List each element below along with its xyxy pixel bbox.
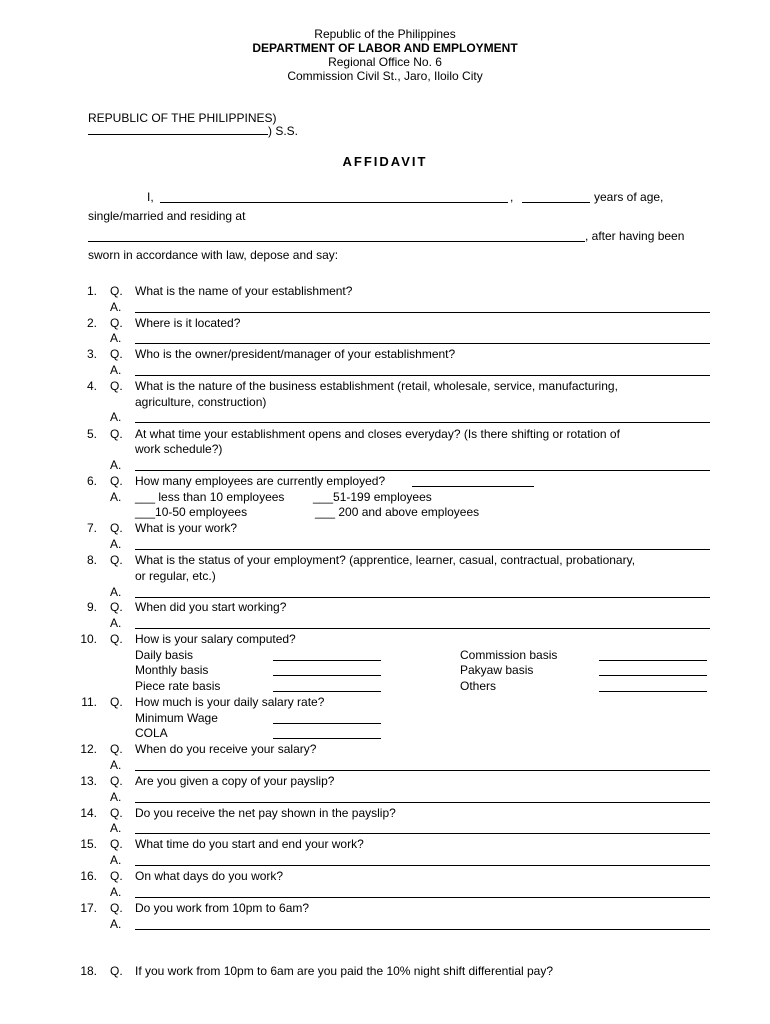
question-6-text: How many employees are currently employed?: [135, 474, 386, 488]
question-9-q-label: Q.: [110, 600, 123, 614]
age-field[interactable]: [522, 202, 590, 203]
question-16-number: 16.: [80, 869, 97, 883]
answer-1-line[interactable]: [135, 312, 710, 313]
piece-rate-basis-field[interactable]: [273, 691, 381, 692]
pakyaw-basis-field[interactable]: [599, 675, 707, 676]
answer-1-a-label: A.: [110, 300, 122, 314]
monthly-basis-field[interactable]: [273, 675, 381, 676]
question-16-q-label: Q.: [110, 869, 123, 883]
question-12-q-label: Q.: [110, 742, 123, 756]
answer-2-line[interactable]: [135, 343, 710, 344]
question-11-text: How much is your daily salary rate?: [135, 695, 325, 709]
question-17-text: Do you work from 10pm to 6am?: [135, 901, 310, 915]
question-4-q-label: Q.: [110, 379, 123, 393]
answer-6-a-label: A.: [110, 490, 122, 504]
question-10-number: 10.: [80, 632, 97, 646]
question-15-q-label: Q.: [110, 837, 123, 851]
name-field[interactable]: [160, 202, 508, 203]
answer-12-line[interactable]: [135, 770, 710, 771]
answer-12-a-label: A.: [110, 758, 122, 772]
question-4-number: 4.: [86, 379, 97, 393]
question-8-number: 8.: [86, 553, 97, 567]
question-10-text: How is your salary computed?: [135, 632, 296, 646]
header-regional-office: Regional Office No. 6: [328, 55, 442, 69]
piece-rate-basis-label: Piece rate basis: [135, 679, 221, 693]
minimum-wage-label: Minimum Wage: [135, 711, 218, 725]
cola-label: COLA: [135, 726, 168, 740]
answer-5-line[interactable]: [135, 470, 710, 471]
option-200-above: ___ 200 and above employees: [315, 505, 480, 519]
address-field[interactable]: [88, 241, 585, 242]
employee-count-field[interactable]: [412, 486, 534, 487]
question-2-number: 2.: [86, 316, 97, 330]
intro-sworn: sworn in accordance with law, depose and say:: [88, 248, 339, 262]
question-5-text: At what time your establishment opens and closes everyday? (Is there shifting or rotation of: [135, 427, 620, 441]
header-address: Commission Civil St., Jaro, Iloilo City: [287, 69, 483, 83]
question-13-text: Are you given a copy of your payslip?: [135, 774, 335, 788]
question-14-text: Do you receive the net pay shown in the payslip?: [135, 806, 396, 820]
question-5-text-cont: work schedule?): [135, 442, 223, 456]
question-13-q-label: Q.: [110, 774, 123, 788]
option-51-199: ___51-199 employees: [313, 490, 432, 504]
minimum-wage-field[interactable]: [273, 723, 381, 724]
answer-7-line[interactable]: [135, 549, 710, 550]
answer-16-line[interactable]: [135, 897, 710, 898]
answer-4-line[interactable]: [135, 422, 710, 423]
question-10-q-label: Q.: [110, 632, 123, 646]
question-7-q-label: Q.: [110, 521, 123, 535]
question-4-text: What is the nature of the business establishment (retail, wholesale, service, manufacturing,: [135, 379, 618, 393]
question-1-number: 1.: [86, 284, 97, 298]
question-2-q-label: Q.: [110, 316, 123, 330]
monthly-basis-label: Monthly basis: [135, 663, 209, 677]
answer-5-a-label: A.: [110, 458, 122, 472]
question-7-text: What is your work?: [135, 521, 238, 535]
question-11-q-label: Q.: [110, 695, 123, 709]
intro-comma: ,: [510, 190, 514, 204]
question-14-q-label: Q.: [110, 806, 123, 820]
answer-8-a-label: A.: [110, 585, 122, 599]
intro-years: years of age,: [594, 190, 664, 204]
question-14-number: 14.: [80, 806, 97, 820]
question-1-q-label: Q.: [110, 284, 123, 298]
answer-4-a-label: A.: [110, 410, 122, 424]
intro-status: single/married and residing at: [88, 209, 246, 223]
cola-field[interactable]: [273, 738, 381, 739]
answer-15-a-label: A.: [110, 853, 122, 867]
venue-republic: REPUBLIC OF THE PHILIPPINES): [88, 111, 277, 125]
question-7-number: 7.: [86, 521, 97, 535]
page-title: AFFIDAVIT: [342, 154, 428, 169]
pakyaw-basis-label: Pakyaw basis: [460, 663, 534, 677]
question-18-text: If you work from 10pm to 6am are you paid the 10% night shift differential pay?: [135, 964, 554, 978]
question-17-number: 17.: [80, 901, 97, 915]
question-9-number: 9.: [86, 600, 97, 614]
commission-basis-label: Commission basis: [460, 648, 558, 662]
answer-13-a-label: A.: [110, 790, 122, 804]
question-18-q-label: Q.: [110, 964, 123, 978]
header-department: DEPARTMENT OF LABOR AND EMPLOYMENT: [252, 41, 518, 55]
others-basis-label: Others: [460, 679, 497, 693]
answer-9-a-label: A.: [110, 616, 122, 630]
question-13-number: 13.: [80, 774, 97, 788]
answer-3-line[interactable]: [135, 375, 710, 376]
question-3-number: 3.: [86, 347, 97, 361]
daily-basis-label: Daily basis: [135, 648, 194, 662]
question-6-q-label: Q.: [110, 474, 123, 488]
question-5-number: 5.: [86, 427, 97, 441]
question-11-number: 11.: [81, 695, 97, 709]
intro-after: , after having been: [585, 229, 685, 243]
answer-17-line[interactable]: [135, 929, 710, 930]
question-3-q-label: Q.: [110, 347, 123, 361]
daily-basis-field[interactable]: [273, 660, 381, 661]
question-8-text: What is the status of your employment? (apprentice, learner, casual, contractual, probationary,: [135, 553, 636, 567]
question-4-text-cont: agriculture, construction): [135, 395, 267, 409]
question-16-text: On what days do you work?: [135, 869, 284, 883]
question-2-text: Where is it located?: [135, 316, 241, 330]
question-12-text: When do you receive your salary?: [135, 742, 317, 756]
venue-blank[interactable]: [88, 134, 268, 135]
question-6-number: 6.: [86, 474, 97, 488]
answer-2-a-label: A.: [110, 331, 122, 345]
question-8-text-cont: or regular, etc.): [135, 569, 216, 583]
question-12-number: 12.: [80, 742, 97, 756]
answer-9-line[interactable]: [135, 628, 710, 629]
question-17-q-label: Q.: [110, 901, 123, 915]
question-8-q-label: Q.: [110, 553, 123, 567]
question-15-text: What time do you start and end your work?: [135, 837, 364, 851]
others-basis-field[interactable]: [599, 691, 707, 692]
question-3-text: Who is the owner/president/manager of your establishment?: [135, 347, 456, 361]
question-9-text: When did you start working?: [135, 600, 287, 614]
header-republic: Republic of the Philippines: [314, 27, 456, 41]
answer-7-a-label: A.: [110, 537, 122, 551]
answer-13-line[interactable]: [135, 802, 710, 803]
answer-14-line[interactable]: [135, 833, 710, 834]
option-10-50: ___10-50 employees: [135, 505, 248, 519]
question-15-number: 15.: [80, 837, 97, 851]
option-less-than-10: ___ less than 10 employees: [135, 490, 285, 504]
question-18-number: 18.: [80, 964, 97, 978]
answer-15-line[interactable]: [135, 865, 710, 866]
question-5-q-label: Q.: [110, 427, 123, 441]
answer-3-a-label: A.: [110, 363, 122, 377]
commission-basis-field[interactable]: [599, 660, 707, 661]
answer-8-line[interactable]: [135, 597, 710, 598]
intro-i-label: I,: [147, 190, 154, 204]
answer-17-a-label: A.: [110, 917, 122, 931]
answer-16-a-label: A.: [110, 885, 122, 899]
question-1-text: What is the name of your establishment?: [135, 284, 353, 298]
venue-ss: ) S.S.: [268, 124, 299, 138]
answer-14-a-label: A.: [110, 821, 122, 835]
